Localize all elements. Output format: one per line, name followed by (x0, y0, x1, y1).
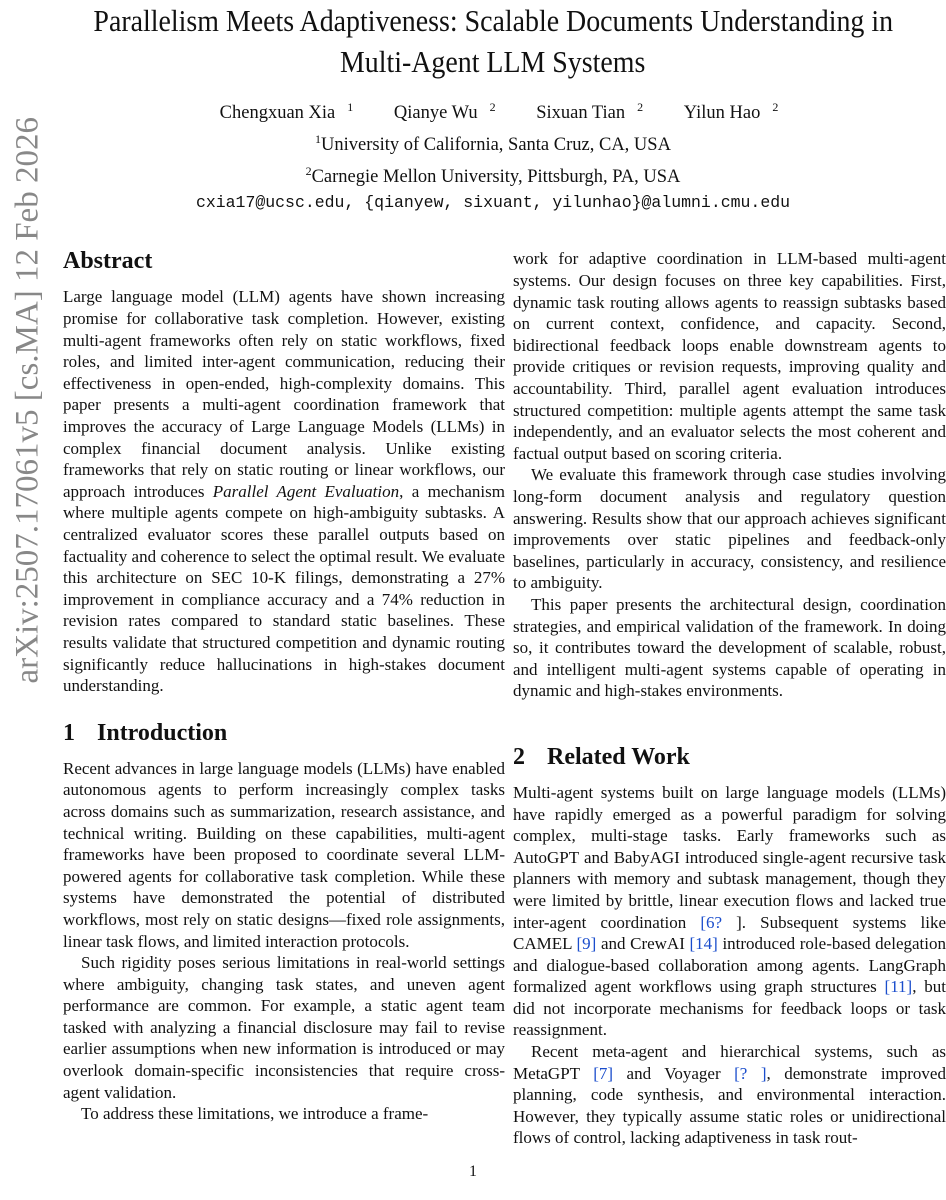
author-names (40, 94, 946, 126)
citation-link[interactable]: [6? (700, 912, 723, 932)
abstract-paragraph: This paper presents the architectural design, coordination strategies, and empirical validation of the framework. In doing so, it contributes toward the development of scalable, robust, and intelligent multi-agent systems capable of operating in dynamic and high-stakes environments. (513, 594, 946, 701)
intro-paragraph: To address these limitations, we introduce a frame- (81, 1104, 429, 1124)
left-column (63, 246, 505, 1149)
abstract-paragraph: work for adaptive coordination in LLM-based multi-agent systems. Our design focuses on three key capabilities. First, dynamic task routing allows agents to reassign subtasks based on current context, confidence, and capacity. Second, bidirectional feedback loops enable downstream agents to provide critiques or revision requests, improving quality and accountability. Third, parallel agent evaluation introduces structured competition: multiple agents attempt the same task independently, and an evaluator selects the most coherent and factual output based on scoring criteria. (513, 249, 946, 463)
title-line-1: Parallelism Meets Adaptiveness: Scalable Documents Understanding in (93, 3, 893, 38)
two-column-body (63, 246, 946, 1149)
title-line-2: Multi-Agent LLM Systems (340, 44, 646, 79)
related-paragraph: Multi-agent systems built on large language models (LLMs) have rapidly emerged as a powerful paradigm for solving complex, multi-stage tasks. Early frameworks such as AutoGPT and BabyAGI introduced single-agent recursive task planners with memory and subtask management, though they were limited by brittle, linear execution flows and lacked true inter-agent coordination [6? ]. Subsequent systems like CAMEL [9] and CrewAI [14] introduced role-based delegation and dialogue-based collaboration among agents. LangGraph formalized agent workflows using graph structures [11], but did not incorporate mechanisms for feedback loops or task reassignment. (513, 782, 946, 1040)
intro-paragraph: Recent advances in large language models (LLMs) have enabled autonomous agents to perform increasingly complex tasks across domains such as summarization, research assistance, and technical writing. Building on these capabilities, multi-agent frameworks have been proposed to coordinate several LLM-powered agents for collaborative task completion. While these systems have demonstrated the potential of distributed workflows, most rely on static designs—fixed role assignments, linear task flows, and limited interaction protocols. (63, 758, 505, 951)
author: Sixuan Tian $^2$ (536, 100, 644, 124)
intro-paragraph: Such rigidity poses serious limitations in real-world settings where ambiguity, changing task states, and uneven agent performance are common. For example, a static agent team tasked with analyzing a financial disclosure may fail to revise earlier assumptions when new information is introduced or may overlook domain-specific inconsistencies that require cross-agent validation. (63, 953, 505, 1102)
arxiv-stamp: arXiv:2507.17061v5 [cs.MA] 12 Feb 2026 (9, 117, 46, 684)
citation-link[interactable]: [? ] (734, 1063, 767, 1083)
affiliation: $^2$Carnegie Mellon University, Pittsburgh, PA, USA (305, 164, 681, 188)
citation-link[interactable]: [7] (593, 1063, 614, 1083)
citation-link[interactable]: [9] (576, 934, 597, 954)
paper-header (40, 0, 946, 216)
citation-link[interactable]: [11] (884, 977, 913, 997)
abstract-paragraph: Large language model (LLM) agents have shown increasing promise for collaborative task completion. However, existing multi-agent frameworks often rely on static workflows, fixed roles, and limited inter-agent communication, reducing their effectiveness in open-ended, high-complexity domains. This paper presents a multi-agent coordination framework that improves the accuracy of Large Language Models (LLMs) in complex financial document analysis. Unlike existing frameworks that rely on static routing or linear workflows, our approach introduces Parallel Agent Evaluation, a mechanism where multiple agents compete on high-ambiguity subtasks. A centralized evaluator scores these parallel outputs based on factuality and coherence to select the optimal result. We evaluate this architecture on SEC 10-K filings, demonstrating a 27% improvement in compliance accuracy and a 74% reduction in revision rates compared to standard static baselines. These results validate that structured competition and dynamic routing significantly reduce hallucinations in high-stakes document understanding. (63, 287, 505, 696)
paper-title (40, 0, 946, 82)
right-column (513, 246, 946, 1149)
author-emails: cxia17@ucsc.edu, {qianyew, sixuant, yilunhao}@alumni.cmu.edu (195, 193, 791, 213)
author: Chengxuan Xia $^1$ (219, 100, 354, 124)
author: Yilun Hao $^2$ (683, 100, 779, 124)
section-heading-related-work: 2 Related Work (513, 743, 690, 770)
section-heading-introduction: 1 Introduction (63, 719, 228, 746)
related-paragraph: Recent meta-agent and hierarchical systems, such as MetaGPT [7] and Voyager [? ], demonstrate improved planning, code synthesis, and environmental interaction. However, they typically assume static roles or unidirectional flows of control, lacking adaptiveness in task rout- (513, 1042, 946, 1148)
affiliation: $^1$University of California, Santa Cruz, CA, USA (315, 132, 671, 156)
citation-link[interactable]: [14] (689, 934, 718, 954)
emphasis: Parallel Agent Evaluation (212, 481, 400, 501)
abstract-heading: Abstract (63, 248, 153, 275)
page-number: 1 (469, 1163, 477, 1181)
author: Qianye Wu $^2$ (393, 100, 496, 124)
abstract-paragraph: We evaluate this framework through case studies involving long-form document analysis and regulatory question answering. Results show that our approach achieves significant improvements over static pipelines and feedback-only baselines, particularly in accuracy, consistency, and resilience to ambiguity. (513, 465, 946, 593)
author-block (40, 94, 946, 216)
